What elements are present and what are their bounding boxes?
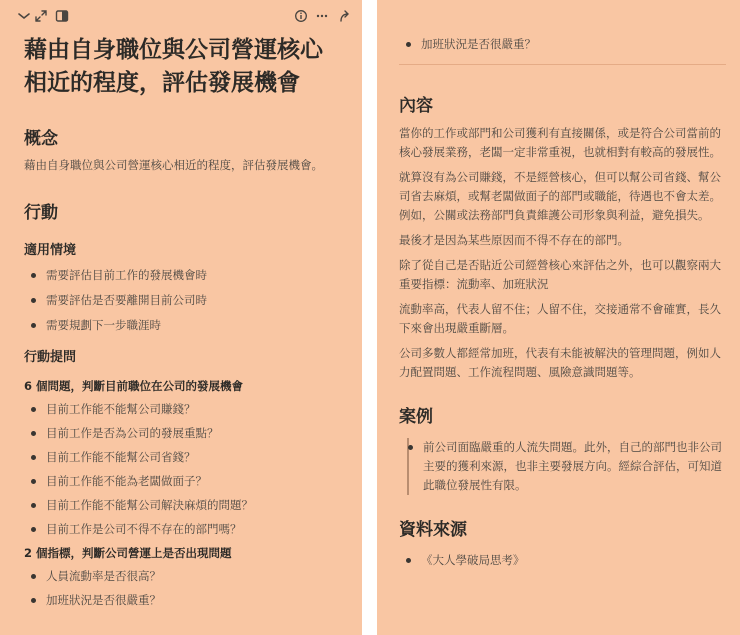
content-paragraph: 公司多數人都經常加班，代表有未能被解決的管理問題，例如人力配置問題、工作流程問題、風險意識問題等。 (399, 346, 721, 379)
case-heading: 案例 (399, 407, 433, 427)
content-paragraph: 除了從自己是否貼近公司經營核心來評估之外，也可以觀察兩大重要指標：流動率、加班狀況 (399, 258, 721, 291)
content-paragraph: 就算沒有為公司賺錢，不是經營核心，但可以幫公司省錢、幫公司省去麻煩，或幫老闆做面子的部門或職能，待遇也不會太差。例如，公關或法務部門負責維護公司形象與利益，避免損失。 (399, 170, 721, 222)
group2-title: 2 個指標，判斷公司營運上是否出現問題 (24, 546, 232, 560)
case-list (401, 438, 726, 495)
note-panel-left (0, 0, 362, 635)
expand-icon[interactable] (33, 8, 49, 24)
concept-text: 藉由自身職位與公司營運核心相近的程度，評估發展機會。 (24, 158, 323, 172)
note-content-left (24, 34, 344, 609)
note-panel-right (377, 0, 740, 635)
list-item: 目前工作能不能幫公司賺錢？ (24, 400, 344, 418)
page-title: 藉由自身職位與公司營運核心相近的程度，評估發展機會 (24, 37, 323, 96)
concept-heading: 概念 (24, 129, 58, 149)
list-item: 《大人學破局思考》 (399, 551, 726, 569)
list-item: 需要規劃下一步職涯時 (24, 316, 344, 334)
list-item: 目前工作是公司不得不存在的部門嗎？ (24, 520, 344, 538)
list-item: 加班狀況是否很嚴重？ (24, 591, 344, 609)
applicable-heading: 適用情境 (24, 243, 77, 258)
group2-list (24, 567, 344, 609)
case-quote (399, 438, 726, 495)
content-paragraph: 流動率高，代表人留不住；人留不住，交接通常不會確實，長久下來會出現嚴重斷層。 (399, 302, 721, 335)
group1-title: 6 個問題，判斷目前職位在公司的發展機會 (24, 379, 244, 393)
list-item: 需要評估目前工作的發展機會時 (24, 266, 344, 284)
list-item: 目前工作能不能為老闆做面子？ (24, 472, 344, 490)
top-list (399, 35, 726, 53)
source-list (399, 551, 726, 569)
panel-toolbar (0, 8, 362, 28)
more-icon[interactable] (314, 8, 330, 24)
note-content-right (399, 0, 726, 569)
info-icon[interactable] (293, 8, 309, 24)
content-paragraph: 當你的工作或部門和公司獲利有直接關係，或是符合公司當前的核心發展業務，老闆一定非常重視，也就相對有較高的發展性。 (399, 126, 721, 159)
list-item: 需要評估是否要離開目前公司時 (24, 291, 344, 309)
list-item: 目前工作能不能幫公司解決麻煩的問題？ (24, 496, 344, 514)
source-heading: 資料來源 (399, 520, 467, 540)
list-item: 前公司面臨嚴重的人流失問題。此外，自己的部門也非公司主要的獲利來源，也非主要發展方向。經綜合評估，可知道此職位發展性有限。 (401, 438, 726, 495)
divider (399, 64, 726, 65)
list-item: 目前工作是否為公司的發展重點？ (24, 424, 344, 442)
list-item: 加班狀況是否很嚴重？ (399, 35, 726, 53)
action-heading: 行動 (24, 203, 58, 223)
sidebar-toggle-icon[interactable] (16, 8, 32, 24)
group1-list (24, 400, 344, 538)
applicable-list (24, 266, 344, 334)
list-item: 人員流動率是否很高？ (24, 567, 344, 585)
prompts-heading: 行動提問 (24, 350, 77, 365)
list-item: 目前工作能不能幫公司省錢？ (24, 448, 344, 466)
panel-icon[interactable] (54, 8, 70, 24)
content-heading: 內容 (399, 96, 433, 116)
content-paragraph: 最後才是因為某些原因而不得不存在的部門。 (399, 233, 629, 247)
share-icon[interactable] (336, 8, 352, 24)
